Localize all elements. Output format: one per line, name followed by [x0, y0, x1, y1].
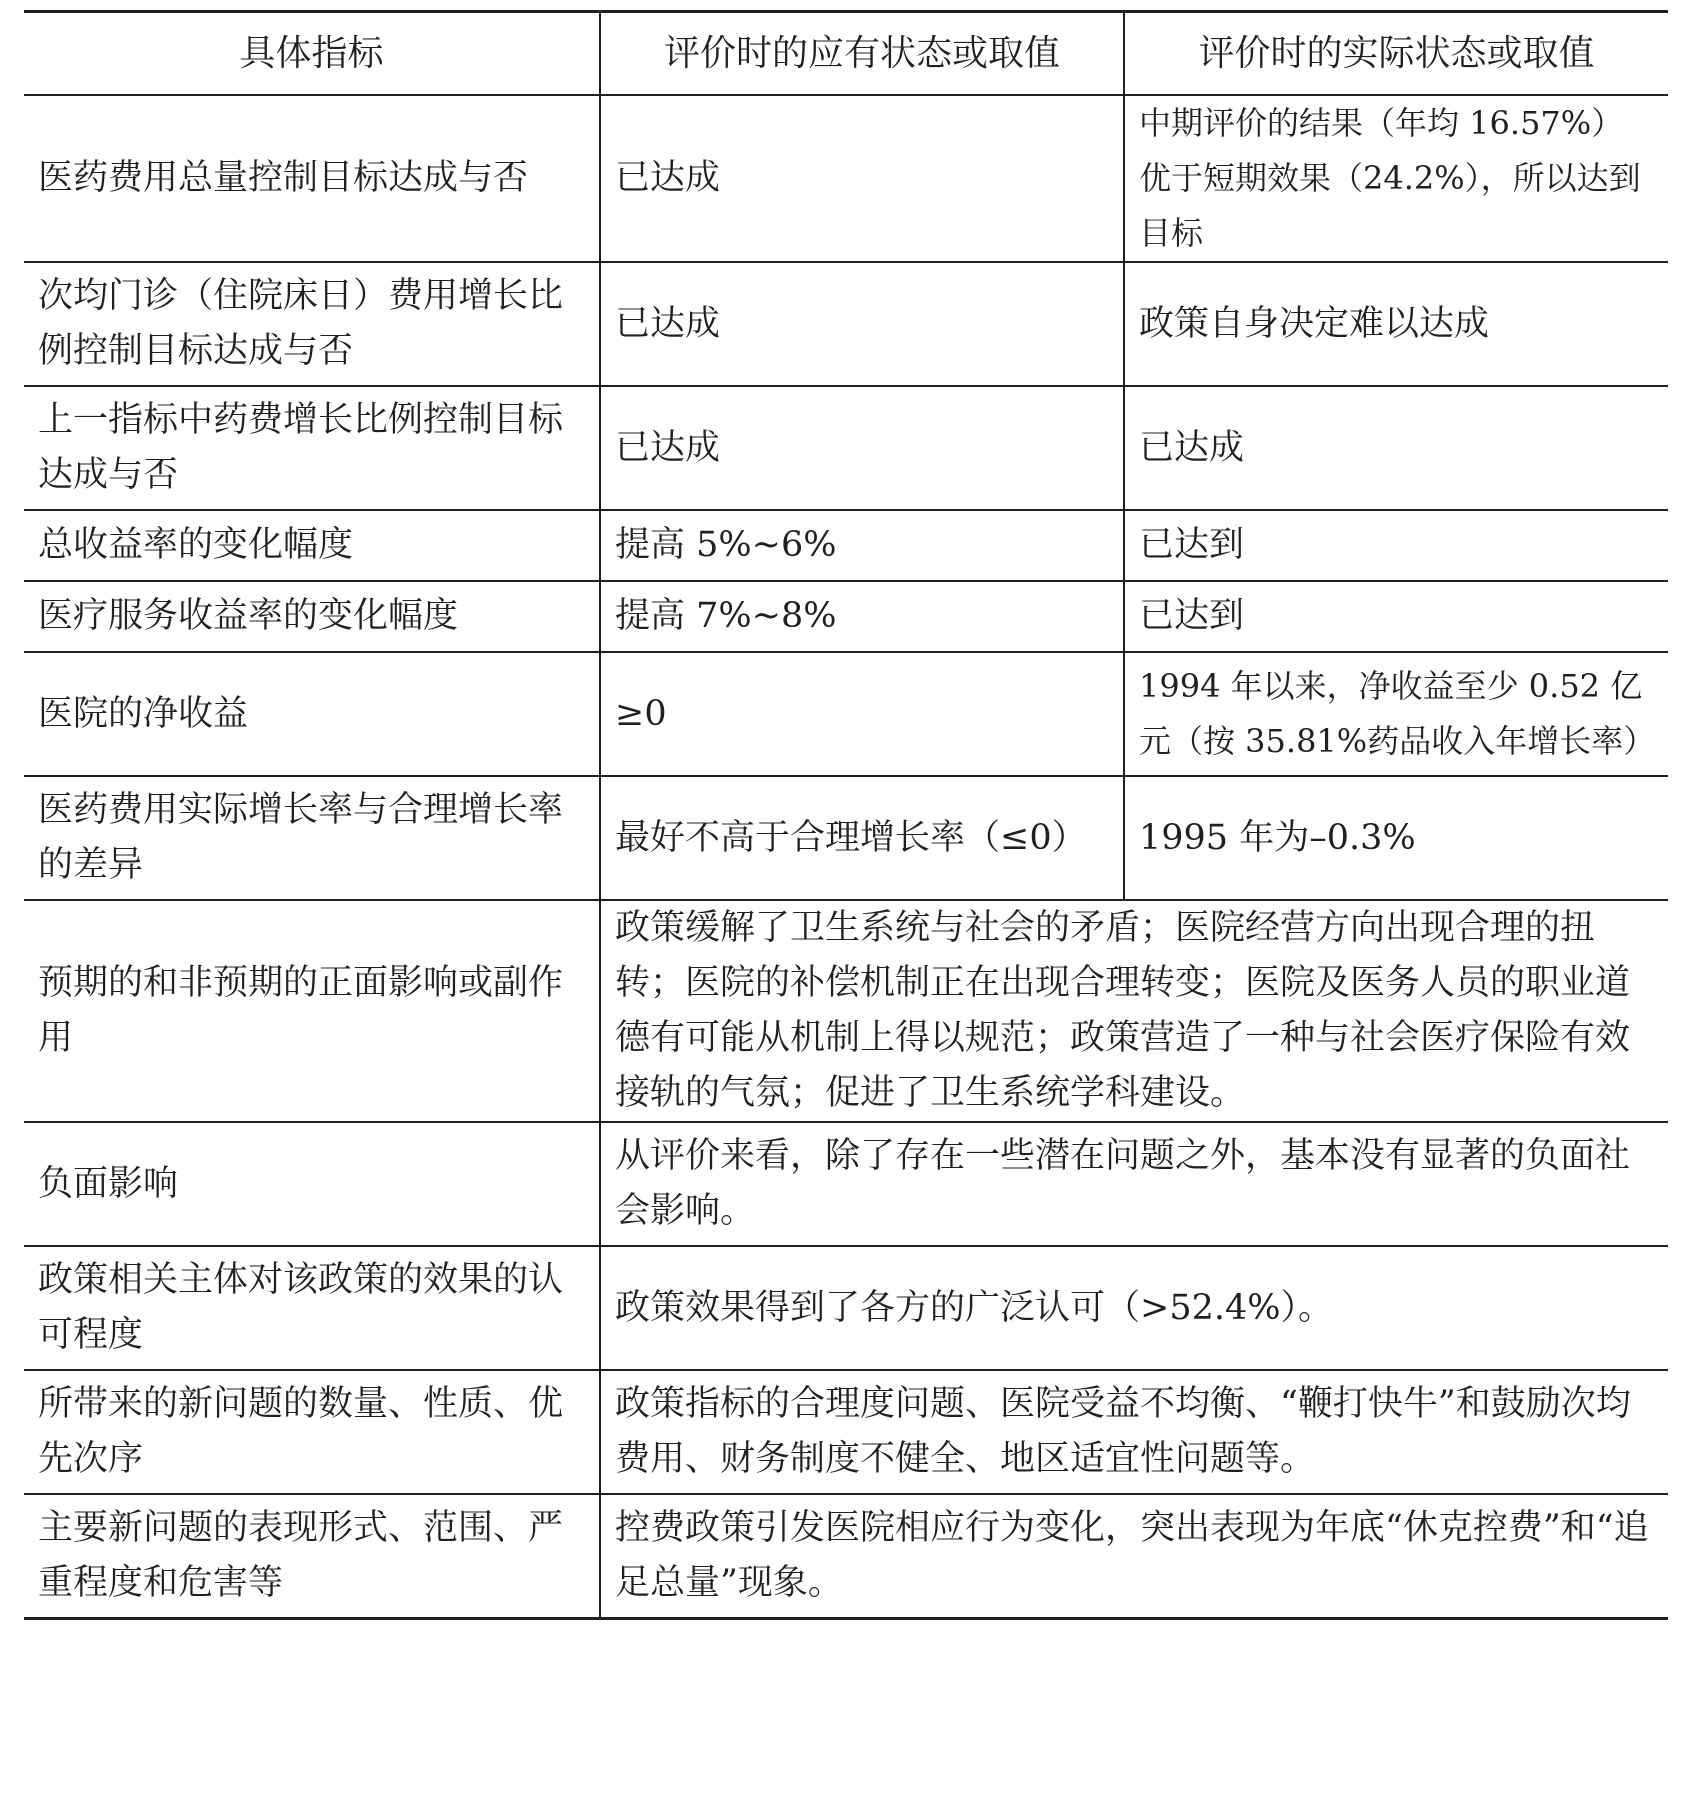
expected-cell: 提高 5%~6%: [600, 510, 1124, 581]
expected-cell: 已达成: [600, 262, 1124, 386]
expected-cell: 提高 7%~8%: [600, 581, 1124, 652]
indicator-cell: 总收益率的变化幅度: [38, 525, 354, 565]
header-row: [24, 12, 1668, 96]
column-header: 评价时的应有状态或取值: [600, 12, 1124, 96]
indicator-cell: 次均门诊（住院床日）费用增长比例控制目标达成与否: [38, 276, 564, 371]
expected-cell: ≥0: [600, 652, 1124, 776]
evaluation-table: [24, 10, 1668, 1620]
actual-cell: 已达到: [1124, 510, 1668, 581]
merged-value-cell: 从评价来看，除了存在一些潜在问题之外，基本没有显著的负面社会影响。: [600, 1122, 1668, 1246]
expected-cell: 已达成: [600, 95, 1124, 262]
table-row: [24, 581, 1668, 652]
table-row: [24, 652, 1668, 776]
actual-cell: 已达成: [1124, 386, 1668, 510]
indicator-cell: 所带来的新问题的数量、性质、优先次序: [38, 1384, 564, 1479]
merged-value-cell: 控费政策引发医院相应行为变化，突出表现为年底“休克控费”和“追足总量”现象。: [600, 1494, 1668, 1618]
table-row: [24, 1246, 1668, 1370]
indicator-cell: 医药费用实际增长率与合理增长率的差异: [38, 790, 564, 885]
table-row: [24, 1494, 1668, 1618]
table-row: [24, 262, 1668, 386]
merged-value-cell: 政策效果得到了各方的广泛认可（>52.4%）。: [600, 1246, 1668, 1370]
table-row: [24, 1122, 1668, 1246]
table-row: [24, 900, 1668, 1122]
column-header: 具体指标: [239, 33, 384, 74]
indicator-cell: 医疗服务收益率的变化幅度: [38, 596, 459, 636]
actual-cell: 1994 年以来，净收益至少 0.52 亿元（按 35.81%药品收入年增长率）: [1124, 652, 1668, 776]
merged-value-cell: 政策缓解了卫生系统与社会的矛盾；医院经营方向出现合理的扭转；医院的补偿机制正在出现合理转变；医院及医务人员的职业道德有可能从机制上得以规范；政策营造了一种与社会医疗保险有效接轨的气氛；促进了卫生系统学科建设。: [600, 900, 1668, 1122]
indicator-cell: 主要新问题的表现形式、范围、严重程度和危害等: [38, 1507, 564, 1603]
actual-cell: 已达到: [1124, 581, 1668, 652]
expected-cell: 最好不高于合理增长率（≤0）: [600, 776, 1124, 900]
merged-value-cell: 政策指标的合理度问题、医院受益不均衡、“鞭打快牛”和鼓励次均费用、财务制度不健全、地区适宜性问题等。: [600, 1370, 1668, 1494]
expected-cell: 已达成: [600, 386, 1124, 510]
actual-cell: 中期评价的结果（年均 16.57%）优于短期效果（24.2%），所以达到目标: [1124, 95, 1668, 262]
table-row: [24, 510, 1668, 581]
table-row: [24, 386, 1668, 510]
table-row: [24, 776, 1668, 900]
indicator-cell: 医院的净收益: [38, 693, 249, 734]
indicator-cell: 政策相关主体对该政策的效果的认可程度: [38, 1260, 564, 1355]
actual-cell: 政策自身决定难以达成: [1124, 262, 1668, 386]
indicator-cell: 负面影响: [38, 1163, 179, 1204]
table-row: [24, 95, 1668, 262]
table-row: [24, 1370, 1668, 1494]
indicator-cell: 上一指标中药费增长比例控制目标达成与否: [38, 400, 564, 495]
indicator-cell: 医药费用总量控制目标达成与否: [38, 158, 529, 198]
column-header: 评价时的实际状态或取值: [1124, 12, 1668, 96]
indicator-cell: 预期的和非预期的正面影响或副作用: [38, 963, 564, 1058]
actual-cell: 1995 年为–0.3%: [1124, 776, 1668, 900]
